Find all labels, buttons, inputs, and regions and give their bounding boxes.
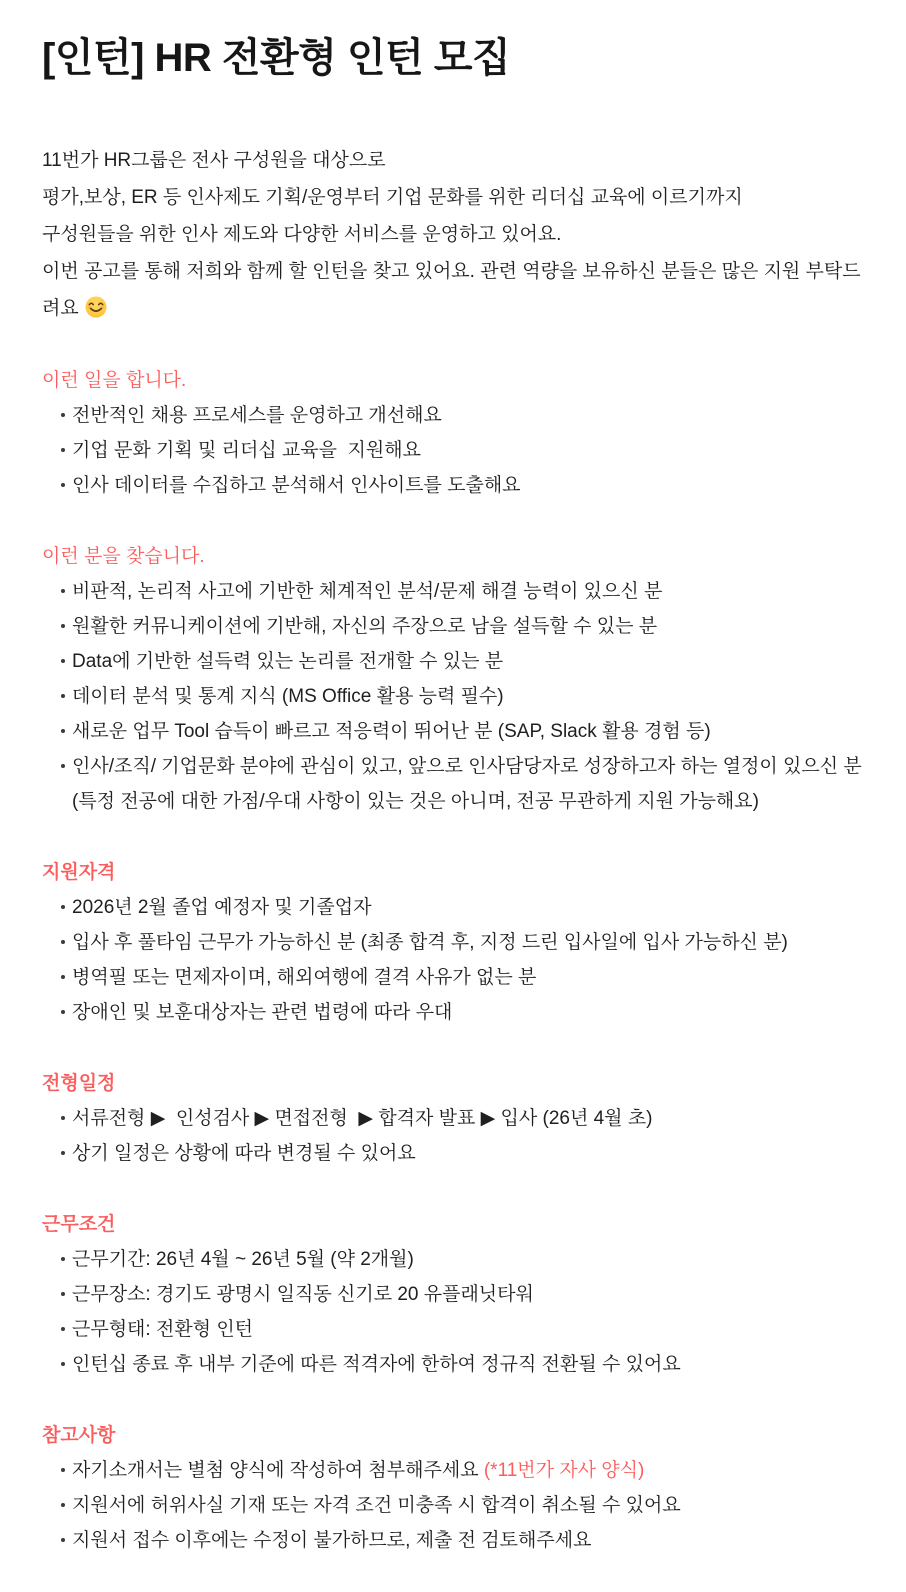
list-item: 병역필 또는 면제자이며, 해외여행에 결격 사유가 없는 분 (42, 960, 864, 995)
bullet-list (42, 890, 864, 1030)
intro-paragraph (42, 142, 864, 327)
intro-line-text: 이번 공고를 통해 저희와 함께 할 인턴을 찾고 있어요. 관련 역량을 보유하신 분들은 많은 지원 부탁드려요 (42, 261, 861, 319)
list-item-note: (특정 전공에 대한 가점/우대 사항이 있는 것은 아니며, 전공 무관하게 지원 가능해요) (72, 791, 759, 812)
list-item: 근무장소: 경기도 광명시 일직동 신기로 20 유플래닛타워 (42, 1277, 864, 1312)
list-item: 근무기간: 26년 4월 ~ 26년 5월 (약 2개월) (42, 1242, 864, 1277)
section-work-conditions (42, 1207, 864, 1382)
list-item: 근무형태: 전환형 인턴 (42, 1312, 864, 1347)
intro-line (42, 253, 864, 327)
intro-line: 11번가 HR그룹은 전사 구성원을 대상으로 (42, 150, 386, 171)
list-item: 비판적, 논리적 사고에 기반한 체계적인 분석/문제 해결 능력이 있으신 분 (42, 574, 864, 609)
list-item: 서류전형 ▶ 인성검사 ▶ 면접전형 ▶ 합격자 발표 ▶ 입사 (26년 4월 초) (42, 1101, 864, 1136)
list-item: 인사/조직/ 기업문화 분야에 관심이 있고, 앞으로 인사담당자로 성장하고자 하는 열정이 있으신 분 (42, 749, 864, 784)
bullet-icon (61, 589, 65, 593)
page-title: [인턴] HR 전환형 인턴 모집 (42, 36, 511, 80)
section-what-we-do (42, 363, 864, 503)
bullet-list (42, 398, 864, 503)
list-item: Data에 기반한 설득력 있는 논리를 전개할 수 있는 분 (42, 644, 864, 679)
bullet-icon (61, 694, 65, 698)
bullet-icon (61, 1538, 65, 1542)
bullet-icon (61, 659, 65, 663)
section-who-we-want (42, 539, 864, 819)
bullet-list (42, 1453, 864, 1558)
bullet-icon (61, 764, 65, 768)
list-item: 2026년 2월 졸업 예정자 및 기졸업자 (42, 890, 864, 925)
bullet-icon (61, 1010, 65, 1014)
section-notes (42, 1418, 864, 1558)
list-item: 인턴십 종료 후 내부 기준에 따른 적격자에 한하여 정규직 전환될 수 있어요 (42, 1347, 864, 1382)
list-item: 지원서 접수 이후에는 수정이 불가하므로, 제출 전 검토해주세요 (42, 1523, 864, 1558)
list-item: 장애인 및 보훈대상자는 관련 법령에 따라 우대 (42, 995, 864, 1030)
bullet-list (42, 574, 864, 819)
bullet-icon (61, 940, 65, 944)
bullet-icon (61, 1503, 65, 1507)
list-item: 데이터 분석 및 통계 지식 (MS Office 활용 능력 필수) (42, 679, 864, 714)
bullet-icon (61, 1327, 65, 1331)
section-heading: 참고사항 (42, 1425, 116, 1446)
list-item: 기업 문화 기획 및 리더십 교육을 지원해요 (42, 433, 864, 468)
bullet-icon (61, 905, 65, 909)
list-item: 상기 일정은 상황에 따라 변경될 수 있어요 (42, 1136, 864, 1171)
bullet-icon (61, 483, 65, 487)
bullet-list (42, 1101, 864, 1171)
list-item: 인사 데이터를 수집하고 분석해서 인사이트를 도출해요 (42, 468, 864, 503)
bullet-list (42, 1242, 864, 1382)
bullet-icon (61, 1151, 65, 1155)
intro-line: 평가,보상, ER 등 인사제도 기획/운영부터 기업 문화를 위한 리더십 교육에 이르기까지 (42, 187, 743, 208)
bullet-icon (61, 413, 65, 417)
bullet-icon (61, 729, 65, 733)
section-heading: 전형일정 (42, 1073, 116, 1094)
intro-line: 구성원들을 위한 인사 제도와 다양한 서비스를 운영하고 있어요. (42, 224, 562, 245)
list-item: 새로운 업무 Tool 습득이 빠르고 적응력이 뛰어난 분 (SAP, Slack 활용 경험 등) (42, 714, 864, 749)
bullet-icon (61, 1292, 65, 1296)
section-schedule (42, 1066, 864, 1171)
bullet-icon (61, 1116, 65, 1120)
list-item: 자기소개서는 별첨 양식에 작성하여 첨부해주세요 (*11번가 자사 양식) (42, 1453, 864, 1488)
section-heading: 근무조건 (42, 1214, 116, 1235)
section-qualifications (42, 855, 864, 1030)
bullet-icon (61, 448, 65, 452)
smiling-face-emoji-icon (84, 295, 108, 319)
bullet-icon (61, 975, 65, 979)
list-item: 입사 후 풀타임 근무가 가능하신 분 (최종 합격 후, 지정 드린 입사일에 입사 가능하신 분) (42, 925, 864, 960)
list-item: 전반적인 채용 프로세스를 운영하고 개선해요 (42, 398, 864, 433)
section-heading: 이런 일을 합니다. (42, 370, 187, 391)
section-heading: 지원자격 (42, 862, 116, 883)
section-heading: 이런 분을 찾습니다. (42, 546, 205, 567)
bullet-icon (61, 624, 65, 628)
list-item: 지원서에 허위사실 기재 또는 자격 조건 미충족 시 합격이 취소될 수 있어요 (42, 1488, 864, 1523)
bullet-icon (61, 1468, 65, 1472)
bullet-icon (61, 1362, 65, 1366)
list-item: 원활한 커뮤니케이션에 기반해, 자신의 주장으로 남을 설득할 수 있는 분 (42, 609, 864, 644)
notes-red-annotation: (*11번가 자사 양식) (483, 1460, 645, 1481)
bullet-icon (61, 1257, 65, 1261)
